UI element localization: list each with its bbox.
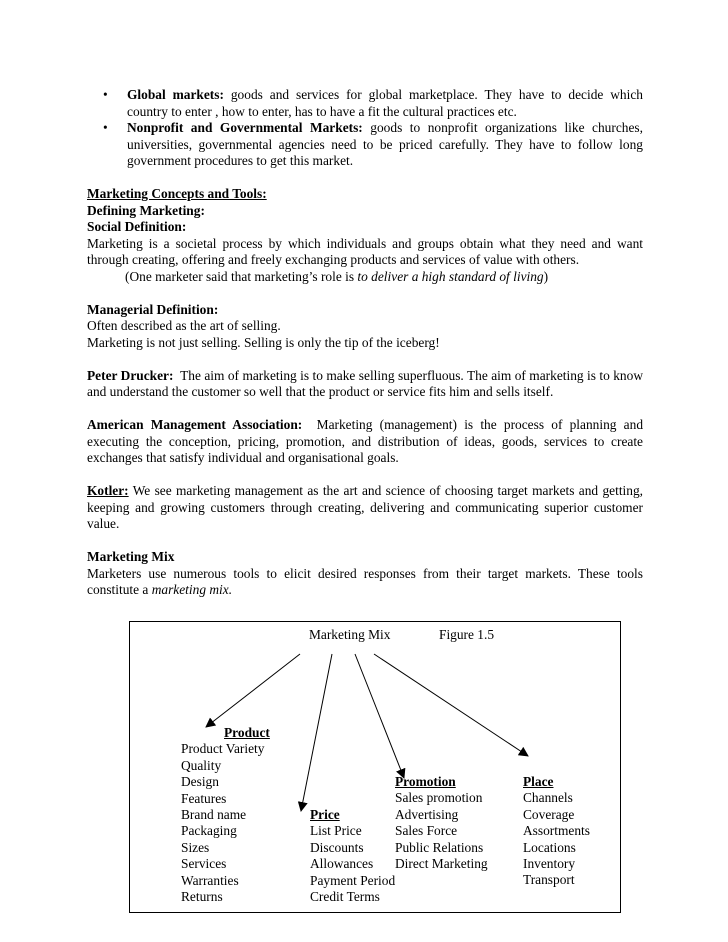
list-item: Transport — [523, 872, 575, 888]
product-column — [181, 725, 270, 905]
bullet-dot-icon: • — [103, 87, 108, 102]
subheading-marketing-mix: Marketing Mix — [87, 549, 175, 564]
subheading-defining: Defining Marketing: — [87, 202, 205, 218]
list-item: Services — [181, 856, 227, 872]
list-item: Credit Terms — [310, 888, 380, 904]
market-bullets — [87, 87, 643, 170]
list-item: Payment Period — [310, 872, 396, 888]
product-head: Product — [224, 725, 270, 740]
price-column — [310, 807, 395, 905]
list-item: Inventory — [523, 855, 576, 871]
list-item: Assortments — [523, 823, 590, 839]
place-head: Place — [523, 774, 554, 789]
list-item: Sizes — [181, 839, 210, 855]
list-item: Direct Marketing — [395, 855, 488, 871]
list-item: Product Variety — [181, 741, 265, 757]
kotler-paragraph: Kotler: We see marketing management as the art and science of choosing target markets and getting, keeping and growing customers through creating, delivering and communicating superior customer value. — [87, 483, 643, 531]
place-column — [523, 774, 590, 889]
marketing-mix-figure — [129, 621, 621, 913]
document-body — [87, 87, 643, 599]
price-head: Price — [310, 807, 340, 822]
bullet-dot-icon: • — [103, 120, 108, 135]
arrow-to-price — [301, 654, 332, 811]
bullet-nonprofit-markets — [87, 120, 643, 170]
social-definition-text: Marketing is a societal process by which individuals and groups obtain what they need and want through creating, offering and freely exchanging products and services of value with others. — [87, 235, 643, 267]
list-item: Returns — [181, 888, 223, 904]
promotion-head: Promotion — [395, 774, 456, 789]
quote-line: (One marketer said that marketing’s role is to deliver a high standard of living) — [125, 268, 549, 284]
drucker-paragraph: Peter Drucker: The aim of marketing is to make selling superfluous. The aim of marketing is to know and understand the customer so well that the product or service fits him and sells itself. — [87, 367, 643, 399]
subheading-social: Social Definition: — [87, 219, 187, 234]
list-item: Discounts — [310, 839, 364, 855]
list-item: Locations — [523, 839, 576, 855]
list-item: Channels — [523, 790, 573, 806]
list-item: Quality — [181, 757, 222, 773]
promotion-column — [395, 774, 488, 872]
list-item: List Price — [310, 823, 362, 839]
list-item: Brand name — [181, 806, 247, 822]
list-item: Allowances — [310, 856, 374, 872]
managerial-line-1: Often described as the art of selling. — [87, 318, 281, 333]
section-title: Marketing Concepts and Tools: — [87, 186, 267, 201]
list-item: Coverage — [523, 806, 575, 822]
list-item: Warranties — [181, 872, 239, 888]
list-item: Design — [181, 774, 219, 790]
list-item: Sales Force — [395, 823, 458, 839]
bullet-head: Global markets: — [127, 87, 224, 102]
bullet-text: goods to nonprofit organizations like churches, universities, governmental agencies need to be priced carefully. They have to follow long government procedures to get this market. — [127, 120, 643, 168]
arrow-to-promotion — [355, 654, 404, 778]
ama-paragraph: American Management Association: Marketing (management) is the process of planning and executing the conception, pricing, promotion, and distribution of ideas, goods, services to create exchanges that satisfy individual and organisational goals. — [87, 417, 644, 465]
figure-title: Marketing Mix — [309, 627, 391, 642]
subheading-managerial: Managerial Definition: — [87, 301, 219, 317]
marketing-mix-text: Marketers use numerous tools to elicit desired responses from their target markets. These tools constitute a marketing mix. — [87, 565, 643, 597]
list-item: Features — [181, 790, 227, 806]
managerial-line-2: Marketing is not just selling. Selling is only the tip of the iceberg! — [87, 334, 440, 350]
bullet-head: Nonprofit and Governmental Markets: — [127, 120, 363, 135]
bullet-text: goods and services for global marketplace. They have to decide which country to enter , how to enter, has to have a fit the cultural practices etc. — [127, 87, 643, 119]
list-item: Advertising — [395, 806, 459, 822]
arrow-to-place — [374, 654, 528, 756]
list-item: Public Relations — [395, 839, 484, 855]
bullet-global-markets — [87, 87, 643, 120]
list-item: Packaging — [181, 823, 237, 839]
figure-label: Figure 1.5 — [439, 627, 495, 642]
arrow-to-product — [206, 654, 300, 727]
list-item: Sales promotion — [395, 790, 483, 806]
